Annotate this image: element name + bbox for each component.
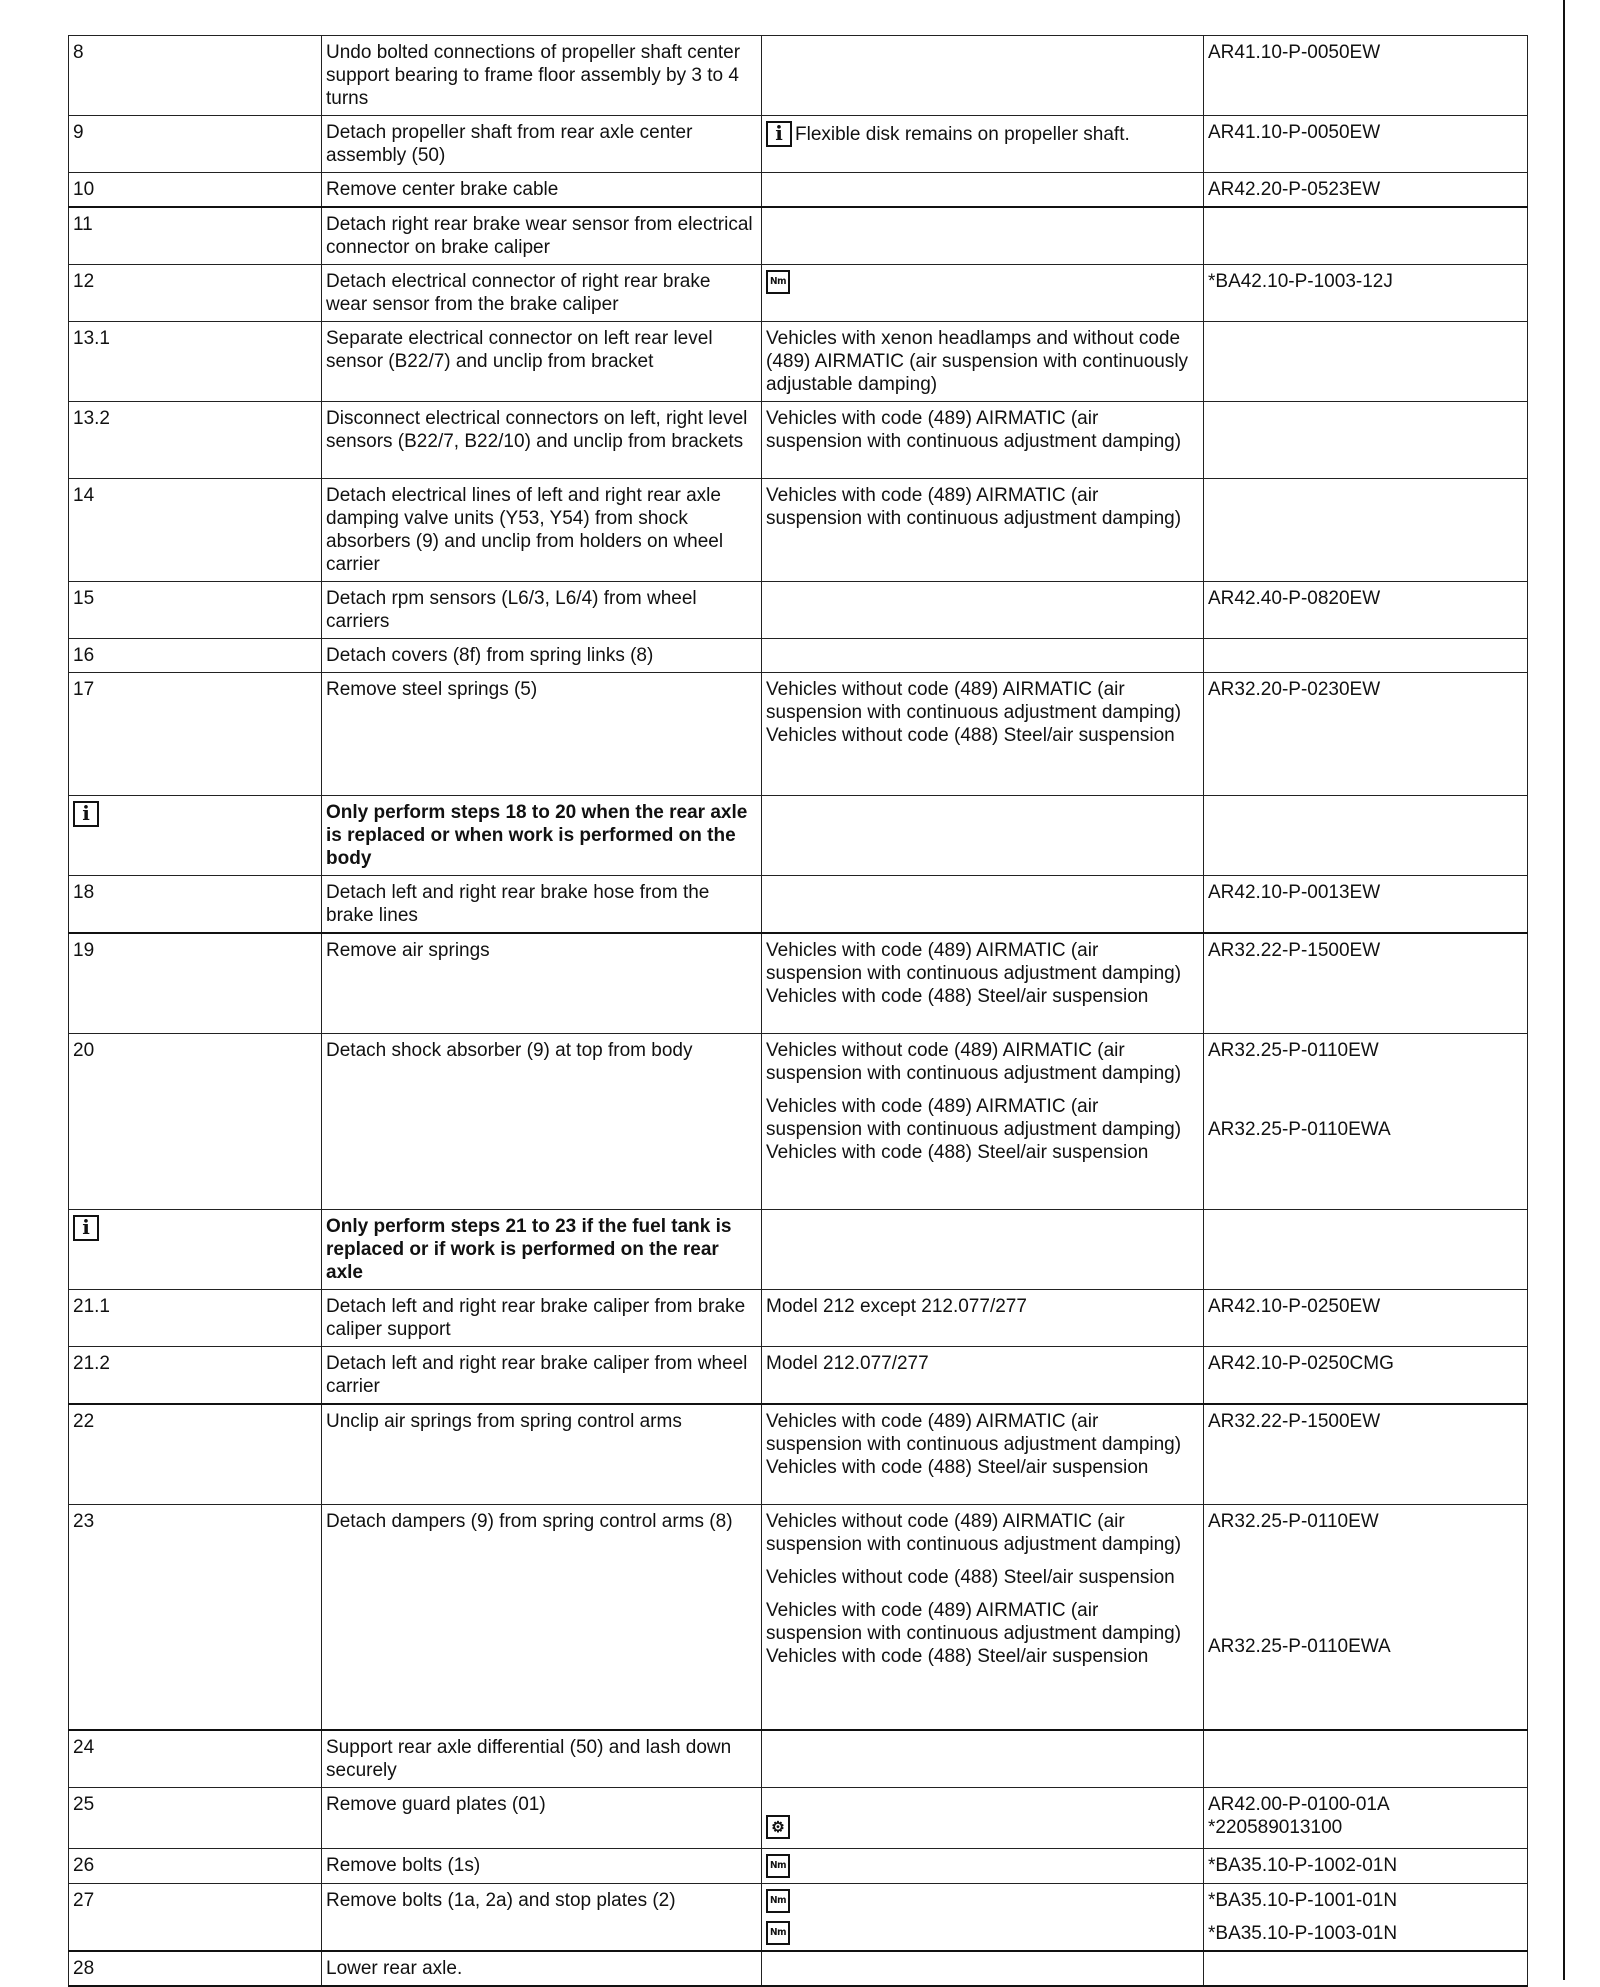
step-reference [1204,1951,1528,1986]
step-condition [762,796,1204,876]
table-row [69,322,1528,402]
reference-line: *BA35.10-P-1003-01N [1208,1922,1398,1944]
step-number: 17 [69,673,322,796]
step-reference [1204,796,1528,876]
reference-line: AR42.00-P-0100-01A [1208,1793,1390,1815]
reference-line: AR32.25-P-0110EWA [1208,1636,1391,1657]
step-action: Detach left and right rear brake caliper from wheel carrier [322,1346,762,1404]
special-tool-icon: ⚙ [766,1815,790,1839]
step-action: Support rear axle differential (50) and lash down securely [322,1730,762,1788]
step-number: 13.1 [69,322,322,402]
table-row [69,265,1528,322]
step-condition: Model 212.077/277 [762,1346,1204,1404]
step-number [69,796,322,876]
step-number: 13.2 [69,402,322,479]
step-action: Lower rear axle. [322,1951,762,1986]
step-condition [762,1033,1204,1209]
condition-line: Vehicles with code (488) Steel/air suspension [766,1456,1149,1478]
table-row [69,1951,1528,1986]
step-condition [762,1730,1204,1788]
table-row [69,173,1528,208]
step-action: Only perform steps 18 to 20 when the rear axle is replaced or when work is performed on the body [322,796,762,876]
step-reference [1204,1209,1528,1289]
step-condition [762,207,1204,265]
step-reference: AR42.10-P-0250CMG [1204,1346,1528,1404]
condition-line: Vehicles without code (489) AIRMATIC (air suspension with continuous adjustment damping) [766,679,1182,723]
torque-nm-icon: Nm [766,1889,790,1913]
step-number: 22 [69,1404,322,1505]
table-row [69,1346,1528,1404]
table-row [69,1883,1528,1951]
step-action: Detach propeller shaft from rear axle center assembly (50) [322,116,762,173]
step-number: 8 [69,36,322,116]
step-reference: AR42.10-P-0013EW [1204,876,1528,934]
step-condition [762,1951,1204,1986]
step-reference [1204,402,1528,479]
table-row [69,796,1528,876]
table-row [69,1787,1528,1848]
step-number: 10 [69,173,322,208]
step-reference: AR41.10-P-0050EW [1204,116,1528,173]
condition-line: Vehicles with code (489) AIRMATIC (air suspension with continuous adjustment damping) [766,1600,1182,1644]
table-row [69,933,1528,1033]
step-action: Unclip air springs from spring control arms [322,1404,762,1505]
table-row [69,116,1528,173]
step-reference [1204,1883,1528,1951]
step-action: Detach left and right rear brake hose from the brake lines [322,876,762,934]
step-reference: *BA42.10-P-1003-12J [1204,265,1528,322]
table-row [69,1289,1528,1346]
step-action: Detach electrical lines of left and right rear axle damping valve units (Y53, Y54) from shock absorbers (9) and unclip from holders on wheel carrier [322,479,762,582]
step-condition: Model 212 except 212.077/277 [762,1289,1204,1346]
step-reference: AR32.20-P-0230EW [1204,673,1528,796]
step-number: 27 [69,1883,322,1951]
step-number: 14 [69,479,322,582]
step-condition [762,1404,1204,1505]
step-action: Remove center brake cable [322,173,762,208]
step-number: 12 [69,265,322,322]
step-condition [762,173,1204,208]
step-number: 24 [69,1730,322,1788]
info-icon: i [73,1215,99,1241]
step-number: 25 [69,1787,322,1848]
step-reference: AR42.10-P-0250EW [1204,1289,1528,1346]
step-condition [762,582,1204,639]
step-action: Detach rpm sensors (L6/3, L6/4) from wheel carriers [322,582,762,639]
table-row [69,1730,1528,1788]
table-row [69,582,1528,639]
step-number: 16 [69,639,322,673]
step-action: Separate electrical connector on left rear level sensor (B22/7) and unclip from bracket [322,322,762,402]
step-condition: Vehicles with code (489) AIRMATIC (air suspension with continuous adjustment damping) [762,402,1204,479]
step-action: Detach dampers (9) from spring control arms (8) [322,1505,762,1730]
step-condition [762,1209,1204,1289]
reference-line: AR32.25-P-0110EW [1208,1511,1379,1532]
step-reference: AR32.22-P-1500EW [1204,933,1528,1033]
table-row [69,1209,1528,1289]
step-condition [762,933,1204,1033]
step-reference [1204,1730,1528,1788]
step-condition [762,265,1204,322]
step-condition [762,673,1204,796]
torque-nm-icon: Nm [766,1854,790,1878]
step-action: Remove air springs [322,933,762,1033]
step-number: 20 [69,1033,322,1209]
step-number: 19 [69,933,322,1033]
step-action: Detach left and right rear brake caliper from brake caliper support [322,1289,762,1346]
step-reference [1204,207,1528,265]
condition-line: Vehicles with code (488) Steel/air suspension [766,1141,1149,1163]
table-row [69,876,1528,934]
table-row [69,673,1528,796]
table-row [69,639,1528,673]
step-action: Undo bolted connections of propeller shaft center support bearing to frame floor assembly by 3 to 4 turns [322,36,762,116]
condition-line: Vehicles with code (488) Steel/air suspension [766,1646,1149,1667]
step-reference [1204,322,1528,402]
step-condition [762,1883,1204,1951]
condition-note: Flexible disk remains on propeller shaft. [795,123,1130,145]
reference-line: *BA35.10-P-1001-01N [1208,1889,1398,1911]
condition-line: Vehicles with code (489) AIRMATIC (air suspension with continuous adjustment damping) [766,1095,1182,1140]
step-condition [762,1787,1204,1848]
step-reference: AR41.10-P-0050EW [1204,36,1528,116]
step-action: Detach covers (8f) from spring links (8) [322,639,762,673]
step-number: 26 [69,1848,322,1883]
step-reference: AR32.22-P-1500EW [1204,1404,1528,1505]
step-number: 15 [69,582,322,639]
torque-nm-icon: Nm [766,270,790,294]
torque-nm-icon: Nm [766,1921,790,1945]
step-action: Detach right rear brake wear sensor from electrical connector on brake caliper [322,207,762,265]
step-condition [762,1505,1204,1730]
table-row [69,402,1528,479]
table-row [69,1848,1528,1883]
step-action: Detach shock absorber (9) at top from body [322,1033,762,1209]
reference-line: AR32.25-P-0110EWA [1208,1118,1391,1140]
step-action: Remove bolts (1s) [322,1848,762,1883]
step-number: 11 [69,207,322,265]
step-reference [1204,479,1528,582]
step-condition [762,36,1204,116]
info-icon: i [73,801,99,827]
table-row [69,36,1528,116]
step-number: 18 [69,876,322,934]
step-condition [762,116,1204,173]
step-condition [762,639,1204,673]
step-action: Remove steel springs (5) [322,673,762,796]
table-row [69,207,1528,265]
condition-line: Vehicles without code (489) AIRMATIC (air suspension with continuous adjustment damping) [766,1511,1182,1555]
step-reference [1204,1505,1528,1730]
step-action: Remove guard plates (01) [322,1787,762,1848]
table-row [69,1404,1528,1505]
condition-line: Vehicles with code (488) Steel/air suspension [766,986,1149,1007]
step-number: 9 [69,116,322,173]
condition-line: Vehicles with code (489) AIRMATIC (air suspension with continuous adjustment damping) [766,940,1182,984]
reference-line: *220589013100 [1208,1816,1343,1838]
table-row [69,479,1528,582]
condition-line: Vehicles without code (488) Steel/air suspension [766,1567,1175,1588]
step-reference: AR42.40-P-0820EW [1204,582,1528,639]
step-condition: Vehicles with xenon headlamps and without code (489) AIRMATIC (air suspension with continuously adjustable damping) [762,322,1204,402]
step-action: Disconnect electrical connectors on left, right level sensors (B22/7, B22/10) and unclip from brackets [322,402,762,479]
step-number: 23 [69,1505,322,1730]
procedure-table [68,35,1528,1987]
step-number: 21.1 [69,1289,322,1346]
step-reference [1204,1787,1528,1848]
step-condition [762,876,1204,934]
info-icon: i [766,121,792,147]
reference-line: AR32.25-P-0110EW [1208,1039,1379,1061]
step-number: 21.2 [69,1346,322,1404]
table-row [69,1505,1528,1730]
step-number: 28 [69,1951,322,1986]
page-right-rule [1563,0,1565,1980]
step-condition [762,1848,1204,1883]
step-action: Remove bolts (1a, 2a) and stop plates (2) [322,1883,762,1951]
condition-line: Vehicles with code (489) AIRMATIC (air suspension with continuous adjustment damping) [766,1410,1182,1455]
step-condition: Vehicles with code (489) AIRMATIC (air suspension with continuous adjustment damping) [762,479,1204,582]
step-number [69,1209,322,1289]
step-reference [1204,639,1528,673]
step-reference: *BA35.10-P-1002-01N [1204,1848,1528,1883]
step-reference: AR42.20-P-0523EW [1204,173,1528,208]
condition-line: Vehicles without code (489) AIRMATIC (air suspension with continuous adjustment damping) [766,1039,1182,1084]
step-reference [1204,1033,1528,1209]
step-action: Detach electrical connector of right rear brake wear sensor from the brake caliper [322,265,762,322]
step-action: Only perform steps 21 to 23 if the fuel tank is replaced or if work is performed on the rear axle [322,1209,762,1289]
table-row [69,1033,1528,1209]
condition-line: Vehicles without code (488) Steel/air suspension [766,725,1175,746]
